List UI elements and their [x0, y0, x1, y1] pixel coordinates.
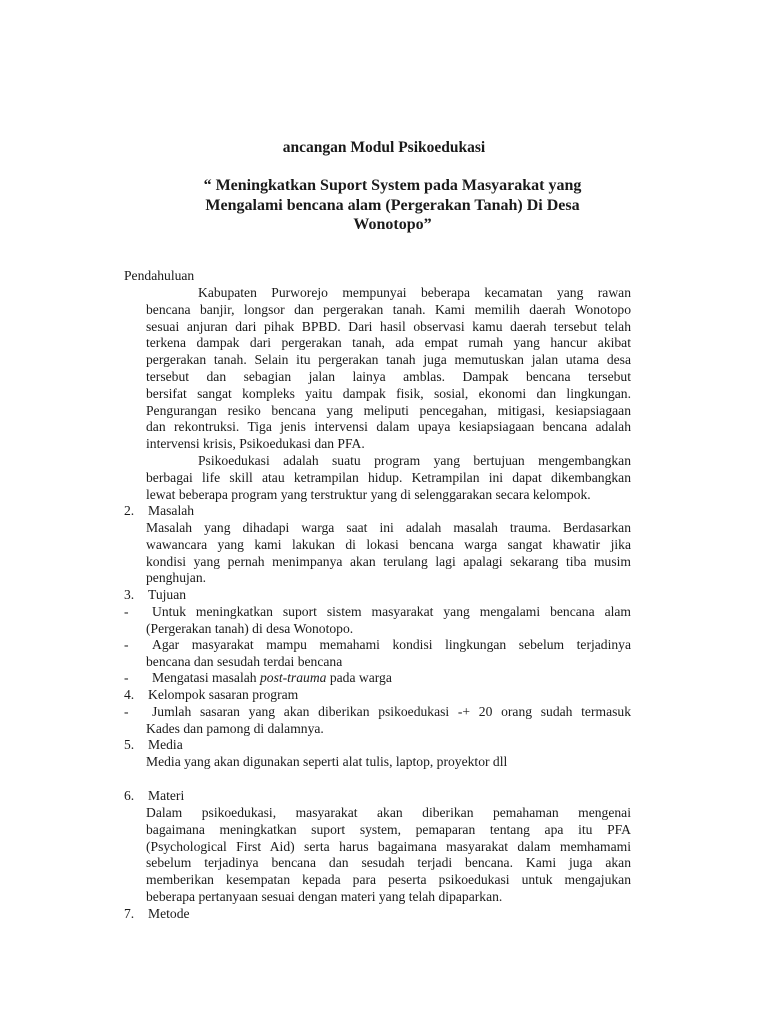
- text-line: bagaimana meningkatkan suport system, pemaparan tentang apa itu PFA: [146, 821, 631, 837]
- text-segment: Mengatasi masalah: [152, 670, 260, 685]
- document-title: ancangan Modul Psikoedukasi: [282, 139, 486, 156]
- document-subtitle: [170, 176, 615, 235]
- text-line: (Pergerakan tanah) di desa Wonotopo.: [146, 620, 354, 636]
- text-line: Untuk meningkatkan suport sistem masyarakat yang mengalami bencana alam: [152, 604, 631, 619]
- masalah-paragraph: [146, 520, 631, 587]
- bullet-marker: -: [124, 670, 129, 685]
- media-text: Media yang akan digunakan seperti alat tulis, laptop, proyektor dll: [146, 754, 508, 769]
- text-line: sebelum terjadinya bencana dan sesudah terjadi bencana. Kami juga akan: [146, 855, 631, 871]
- section-heading-tujuan: Tujuan: [148, 587, 187, 602]
- text-line: Jumlah sasaran yang akan diberikan psikoedukasi -+ 20 orang sudah termasuk: [152, 704, 631, 719]
- tujuan-bullet-2: [146, 637, 631, 671]
- text-line: Kabupaten Purworejo mempunyai beberapa kecamatan yang rawan: [198, 285, 631, 300]
- section-heading-materi: Materi: [148, 788, 185, 803]
- text-line: beberapa pertanyaan sesuai dengan materi yang telah dipaparkan.: [146, 888, 503, 904]
- sasaran-bullet-1: [146, 704, 631, 738]
- text-segment: pada warga: [326, 670, 392, 685]
- text-line: Agar masyarakat mampu memahami kondisi lingkungan sebelum terjadinya: [152, 637, 631, 652]
- text-line: lewat beberapa program yang terstruktur yang di selenggarakan secara kelompok.: [146, 486, 591, 502]
- tujuan-bullet-1: [146, 604, 631, 638]
- materi-paragraph: [146, 805, 631, 906]
- text-line: (Psychological First Aid) serta harus bagaimana masyarakat dalam memhamami: [146, 838, 631, 854]
- text-line: dan rekontruksi. Tiga jenis intervensi dalam upaya kesiapsiagaan bencana adalah: [146, 419, 631, 435]
- section-number: 2.: [124, 503, 135, 518]
- bullet-marker: -: [124, 604, 129, 619]
- section-heading-pendahuluan: Pendahuluan: [124, 268, 195, 283]
- text-line: Kades dan pamong di dalamnya.: [146, 720, 324, 736]
- section-number: 6.: [124, 788, 135, 803]
- section-number: 3.: [124, 587, 135, 602]
- section-heading-media: Media: [148, 737, 183, 752]
- text-line: intervensi krisis, Psikoedukasi dan PFA.: [146, 436, 365, 452]
- text-line: Psikoedukasi adalah suatu program yang bertujuan mengembangkan: [198, 453, 631, 468]
- text-line: terkena dampak dari pergerakan tanah, ada empat rumah yang hancur akibat: [146, 335, 631, 351]
- section-number: 4.: [124, 687, 135, 702]
- subtitle-line: “ Meningkatkan Suport System pada Masyarakat yang: [203, 177, 582, 194]
- text-line: berbagai life skill atau ketrampilan hidup. Ketrampilan ini dapat dikembangkan: [146, 469, 631, 485]
- tujuan-bullet-3: [146, 670, 637, 687]
- section-number: 5.: [124, 737, 135, 752]
- text-line: memberikan kesempatan kepada para peserta psikoedukasi untuk mengajukan: [146, 872, 631, 888]
- section-heading-metode: Metode: [148, 906, 190, 921]
- section-heading-sasaran: Kelompok sasaran program: [148, 687, 299, 702]
- section-heading-masalah: Masalah: [148, 503, 195, 518]
- text-line: Dalam psikoedukasi, masyarakat akan diberikan pemahaman mengenai: [146, 805, 631, 820]
- text-line: kondisi yang pernah menimpanya akan terulang lagi apalagi sekarang tiba musim: [146, 553, 631, 569]
- text-line: pergerakan tanah. Selain itu pergerakan tanah juga memutuskan jalan utama desa: [146, 352, 631, 368]
- text-line: Pengurangan resiko bencana yang meliputi pencegahan, mitigasi, kesiapsiagaan: [146, 402, 631, 418]
- bullet-marker: -: [124, 704, 129, 719]
- text-line: penghujan.: [146, 570, 207, 586]
- text-line: wawancara yang kami lakukan di lokasi bencana warga sangat khawatir jika: [146, 536, 631, 552]
- text-line: bersifat sangat kompleks yaitu dampak fisik, sosial, ekonomi dan lingkungan.: [146, 385, 631, 401]
- section-number: 7.: [124, 906, 135, 921]
- pendahuluan-paragraph-1: [146, 285, 631, 453]
- text-line: bencana dan sesudah terdai bencana: [146, 653, 343, 669]
- text-line: sesuai anjuran dari pihak BPBD. Dari hasil observasi kamu daerah tersebut telah: [146, 318, 631, 334]
- text-line: tersebut dan sebagian jalan lainya amblas. Dampak bencana tersebut: [146, 368, 631, 384]
- text-line: Masalah yang dihadapi warga saat ini adalah masalah trauma. Berdasarkan: [146, 520, 631, 535]
- subtitle-line: Wonotopo”: [353, 216, 432, 233]
- bullet-marker: -: [124, 637, 129, 652]
- text-line: bencana banjir, longsor dan pergerakan tanah. Kami memilih daerah Wonotopo: [146, 301, 631, 317]
- pendahuluan-paragraph-2: [146, 453, 631, 503]
- text-emphasis: post-trauma: [259, 670, 327, 685]
- subtitle-line: Mengalami bencana alam (Pergerakan Tanah) Di Desa: [205, 196, 580, 214]
